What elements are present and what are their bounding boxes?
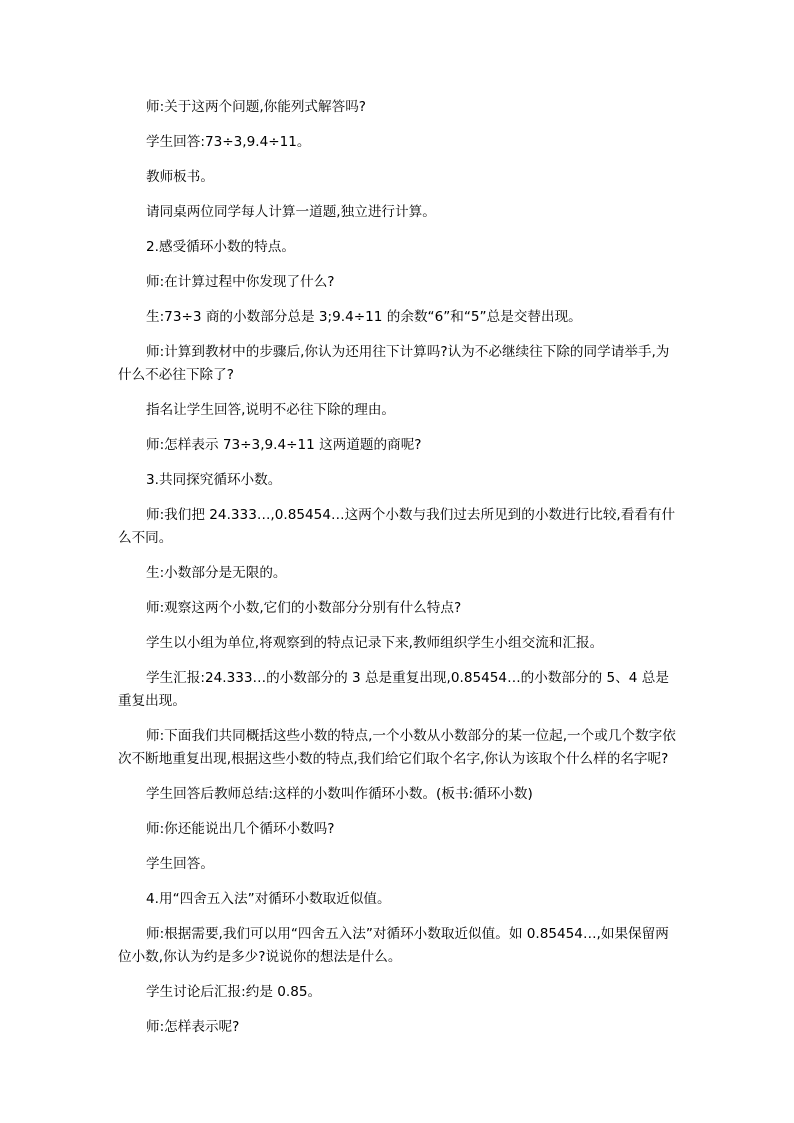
paragraph: 请同桌两位同学每人计算一道题,独立进行计算。 <box>146 204 436 220</box>
paragraph: 师:在计算过程中你发现了什么? <box>146 274 335 290</box>
paragraph: 学生汇报:24.333…的小数部分的 3 总是重复出现,0.85454…的小数部分的 5、4 总是重复出现。 <box>118 670 669 709</box>
paragraph: 学生回答。 <box>146 856 214 872</box>
paragraph: 师:关于这两个问题,你能列式解答吗? <box>146 99 367 115</box>
paragraph: 师:根据需要,我们可以用“四舍五入法”对循环小数取近似值。如 0.85454…,如果保留两位小数,你认为约是多少?说说你的想法是什么。 <box>118 926 669 965</box>
paragraph: 学生讨论后汇报:约是 0.85。 <box>146 984 322 1000</box>
document-body <box>118 96 678 1039</box>
paragraph: 师:你还能说出几个循环小数吗? <box>146 821 335 837</box>
paragraph: 学生回答:73÷3,9.4÷11。 <box>146 134 311 150</box>
paragraph: 师:怎样表示 73÷3,9.4÷11 这两道题的商呢? <box>146 437 422 453</box>
section-heading: 3.共同探究循环小数。 <box>146 472 282 488</box>
paragraph: 师:观察这两个小数,它们的小数部分分别有什么特点? <box>146 600 462 616</box>
paragraph: 师:计算到教材中的步骤后,你认为还用往下计算吗?认为不必继续往下除的同学请举手,为什么不必往下除了? <box>118 344 670 383</box>
paragraph: 指名让学生回答,说明不必往下除的理由。 <box>146 402 396 418</box>
paragraph: 师:怎样表示呢? <box>146 1019 240 1035</box>
section-heading: 2.感受循环小数的特点。 <box>146 239 295 255</box>
paragraph: 师:下面我们共同概括这些小数的特点,一个小数从小数部分的某一位起,一个或几个数字依次不断地重复出现,根据这些小数的特点,我们给它们取个名字,你认为该取个什么样的名字呢? <box>118 728 676 767</box>
paragraph: 师:我们把 24.333…,0.85454…这两个小数与我们过去所见到的小数进行比较,看看有什么不同。 <box>118 507 676 546</box>
paragraph: 生:73÷3 商的小数部分总是 3;9.4÷11 的余数“6”和“5”总是交替出现。 <box>146 309 582 325</box>
paragraph: 学生回答后教师总结:这样的小数叫作循环小数。(板书:循环小数) <box>146 786 533 802</box>
paragraph: 生:小数部分是无限的。 <box>146 565 287 581</box>
section-heading: 4.用“四舍五入法”对循环小数取近似值。 <box>146 891 391 907</box>
paragraph: 学生以小组为单位,将观察到的特点记录下来,教师组织学生小组交流和汇报。 <box>146 635 604 651</box>
paragraph: 教师板书。 <box>146 169 214 185</box>
